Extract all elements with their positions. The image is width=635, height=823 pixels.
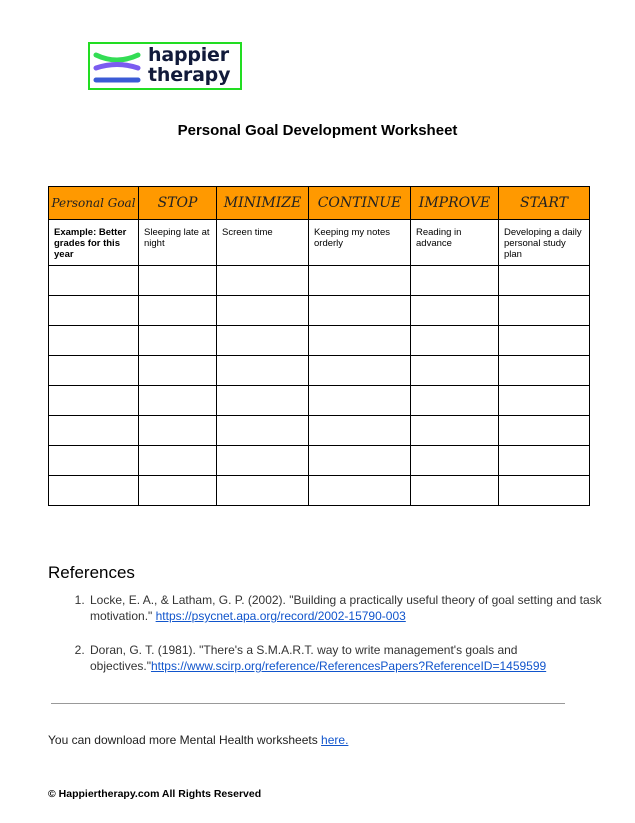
blank-cell[interactable] [411, 356, 499, 386]
example-improve: Reading in advance [411, 220, 499, 266]
example-continue: Keeping my notes orderly [309, 220, 411, 266]
header-improve: IMPROVE [411, 187, 499, 220]
blank-cell[interactable] [139, 296, 217, 326]
blank-cell[interactable] [309, 326, 411, 356]
brand-logo [88, 42, 242, 90]
blank-cell[interactable] [411, 266, 499, 296]
blank-cell[interactable] [411, 326, 499, 356]
copyright: © Happiertherapy.com All Rights Reserved [48, 788, 262, 800]
blank-cell[interactable] [309, 386, 411, 416]
blank-cell[interactable] [499, 386, 590, 416]
blank-row [49, 476, 590, 506]
goal-worksheet-table [48, 186, 590, 506]
header-minimize: MINIMIZE [217, 187, 309, 220]
blank-cell[interactable] [49, 326, 139, 356]
references-heading: References [48, 563, 135, 582]
blank-cell[interactable] [499, 326, 590, 356]
header-stop: STOP [139, 187, 217, 220]
blank-cell[interactable] [49, 446, 139, 476]
blank-cell[interactable] [411, 386, 499, 416]
blank-cell[interactable] [499, 446, 590, 476]
logo-word-therapy: therapy [148, 64, 231, 86]
header-continue: CONTINUE [309, 187, 411, 220]
reference-item [88, 642, 608, 674]
blank-cell[interactable] [139, 386, 217, 416]
blank-cell[interactable] [49, 296, 139, 326]
example-row [49, 220, 590, 266]
blank-row [49, 326, 590, 356]
blank-cell[interactable] [139, 326, 217, 356]
blank-cell[interactable] [309, 446, 411, 476]
download-here-link[interactable]: here. [321, 733, 349, 747]
reference-text: Doran, G. T. (1981). "There's a S.M.A.R.T. way to write management's goals and objectives." [90, 643, 518, 673]
blank-cell[interactable] [49, 416, 139, 446]
header-personal-goal: Personal Goal [49, 187, 139, 220]
blank-cell[interactable] [217, 386, 309, 416]
download-text: You can download more Mental Health worksheets [48, 733, 322, 747]
blank-cell[interactable] [139, 416, 217, 446]
reference-item [88, 592, 608, 624]
blank-cell[interactable] [49, 386, 139, 416]
blank-cell[interactable] [309, 476, 411, 506]
blank-row [49, 266, 590, 296]
blank-cell[interactable] [49, 476, 139, 506]
blank-cell[interactable] [499, 296, 590, 326]
blank-cell[interactable] [217, 296, 309, 326]
divider [51, 703, 565, 704]
blank-cell[interactable] [139, 476, 217, 506]
blank-row [49, 386, 590, 416]
example-minimize: Screen time [217, 220, 309, 266]
blank-cell[interactable] [139, 356, 217, 386]
blank-cell[interactable] [217, 326, 309, 356]
blank-cell[interactable] [309, 296, 411, 326]
blank-cell[interactable] [139, 446, 217, 476]
blank-cell[interactable] [499, 416, 590, 446]
blank-cell[interactable] [411, 446, 499, 476]
blank-cell[interactable] [217, 416, 309, 446]
blank-cell[interactable] [309, 416, 411, 446]
references-list [48, 592, 608, 692]
blank-row [49, 446, 590, 476]
logo-word-happier: happier [148, 44, 229, 66]
blank-row [49, 296, 590, 326]
blank-cell[interactable] [411, 416, 499, 446]
blank-cell[interactable] [309, 266, 411, 296]
blank-cell[interactable] [499, 266, 590, 296]
blank-row [49, 356, 590, 386]
blank-cell[interactable] [499, 476, 590, 506]
blank-row [49, 416, 590, 446]
logo-mark-icon [92, 46, 142, 88]
example-start: Developing a daily personal study plan [499, 220, 590, 266]
blank-cell[interactable] [309, 356, 411, 386]
blank-cell[interactable] [217, 266, 309, 296]
blank-cell[interactable] [499, 356, 590, 386]
page-title: Personal Goal Development Worksheet [177, 122, 458, 139]
example-goal: Example: Better grades for this year [49, 220, 139, 266]
blank-cell[interactable] [217, 356, 309, 386]
table-header-row [49, 187, 590, 220]
blank-cell[interactable] [49, 266, 139, 296]
blank-cell[interactable] [411, 296, 499, 326]
blank-cell[interactable] [411, 476, 499, 506]
reference-text: Locke, E. A., & Latham, G. P. (2002). "Building a practically useful theory of goal setting and task motivation." [90, 593, 602, 623]
example-stop: Sleeping late at night [139, 220, 217, 266]
blank-cell[interactable] [49, 356, 139, 386]
header-start: START [499, 187, 590, 220]
download-note [48, 733, 348, 747]
blank-cell[interactable] [217, 476, 309, 506]
reference-link[interactable]: https://www.scirp.org/reference/ReferencesPapers?ReferenceID=1459599 [150, 659, 547, 673]
blank-cell[interactable] [139, 266, 217, 296]
reference-link[interactable]: https://psycnet.apa.org/record/2002-15790-003 [155, 609, 406, 623]
blank-cell[interactable] [217, 446, 309, 476]
